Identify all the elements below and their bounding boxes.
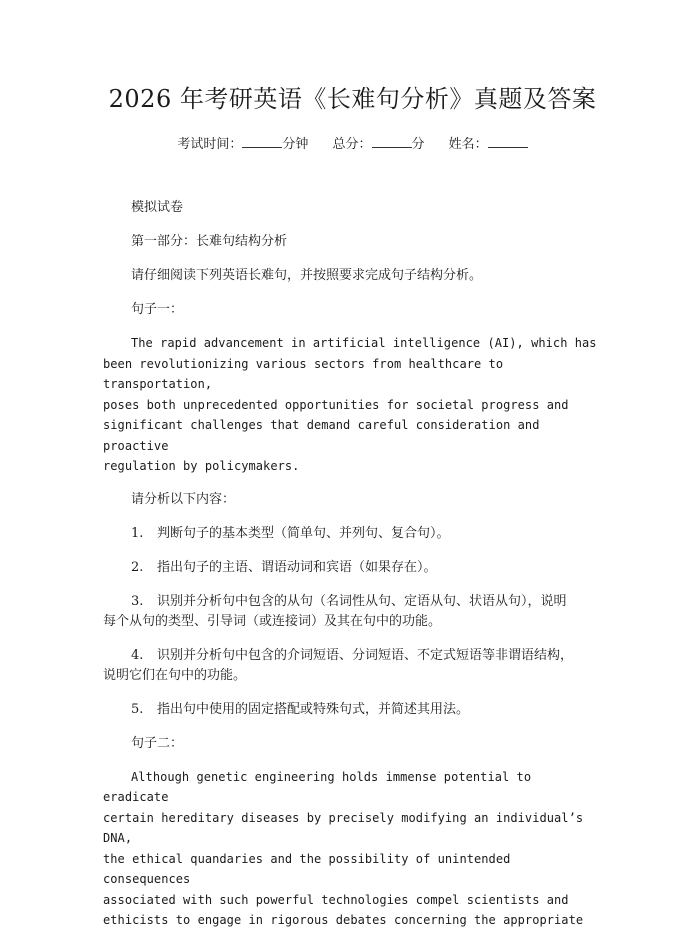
task-number: 2. bbox=[131, 559, 144, 575]
time-blank bbox=[242, 135, 282, 148]
task-number: 1. bbox=[131, 525, 144, 541]
sentence2-text bbox=[103, 767, 602, 931]
score-blank bbox=[372, 135, 412, 148]
exam-name bbox=[449, 135, 528, 154]
sentence1-line: poses both unprecedented opportunities for societal progress and bbox=[103, 397, 569, 412]
sentence2-line: Although genetic engineering holds immense potential to eradicate bbox=[103, 769, 532, 804]
task-item bbox=[103, 646, 602, 686]
task-item bbox=[103, 592, 602, 632]
task-text: 指出句子的主语、谓语动词和宾语（如果存在）。 bbox=[157, 559, 437, 575]
task-text-continued: 每个从句的类型、引导词（或连接词）及其在句中的功能。 bbox=[103, 613, 442, 629]
task-text-continued: 说明它们在句中的功能。 bbox=[103, 667, 247, 683]
exam-meta bbox=[103, 135, 602, 154]
task-number: 4. bbox=[131, 647, 144, 663]
score-unit: 分 bbox=[411, 137, 425, 152]
score-label: 总分： bbox=[332, 137, 372, 152]
task-text: 指出句中使用的固定搭配或特殊句式，并简述其用法。 bbox=[157, 701, 470, 717]
analysis-prompt: 请分析以下内容： bbox=[131, 491, 236, 507]
name-label: 姓名： bbox=[448, 137, 488, 152]
sentence1-line: significant challenges that demand careful consideration and proactive bbox=[103, 418, 540, 453]
sentence1-text bbox=[103, 333, 602, 477]
task-text: 识别并分析句中包含的从句（名词性从句、定语从句、状语从句），说明 bbox=[157, 593, 567, 609]
sentence1-line: been revolutionizing various sectors from healthcare to transportation, bbox=[103, 356, 504, 391]
sentence2-line: certain hereditary diseases by precisely modifying an individual’s DNA, bbox=[103, 810, 584, 845]
task-number: 5. bbox=[131, 701, 144, 717]
name-blank bbox=[488, 135, 528, 148]
document-title: 2026 年考研英语《长难句分析》真题及答案 bbox=[108, 85, 597, 113]
task-number: 3. bbox=[131, 593, 144, 609]
sentence1-label: 句子一： bbox=[131, 302, 184, 317]
sentence2-line: ethicists to engage in rigorous debates concerning the appropriate bbox=[103, 913, 584, 927]
sentence1-line: The rapid advancement in artificial intelligence (AI), which has bbox=[131, 336, 597, 350]
task-text: 判断句子的基本类型（简单句、并列句、复合句）。 bbox=[157, 525, 450, 541]
sentence2-line: the ethical quandaries and the possibility of unintended consequences bbox=[103, 851, 511, 886]
task-item bbox=[103, 700, 602, 720]
time-label: 考试时间： bbox=[177, 137, 243, 152]
sentence2-line: associated with such powerful technologies compel scientists and bbox=[103, 892, 569, 907]
task-text: 识别并分析句中包含的介词短语、分词短语、不定式短语等非谓语结构， bbox=[157, 647, 574, 663]
instruction: 请仔细阅读下列英语长难句，并按照要求完成句子结构分析。 bbox=[131, 268, 483, 283]
part1-heading: 第一部分：长难句结构分析 bbox=[131, 234, 288, 249]
exam-score bbox=[332, 135, 424, 154]
sentence2-label: 句子二： bbox=[131, 735, 184, 751]
task-item bbox=[103, 558, 602, 578]
sentence1-line: regulation by policymakers. bbox=[103, 459, 300, 473]
time-unit: 分钟 bbox=[282, 137, 309, 152]
task-item bbox=[103, 524, 602, 544]
exam-time bbox=[177, 135, 308, 154]
subtitle: 模拟试卷 bbox=[131, 200, 184, 215]
